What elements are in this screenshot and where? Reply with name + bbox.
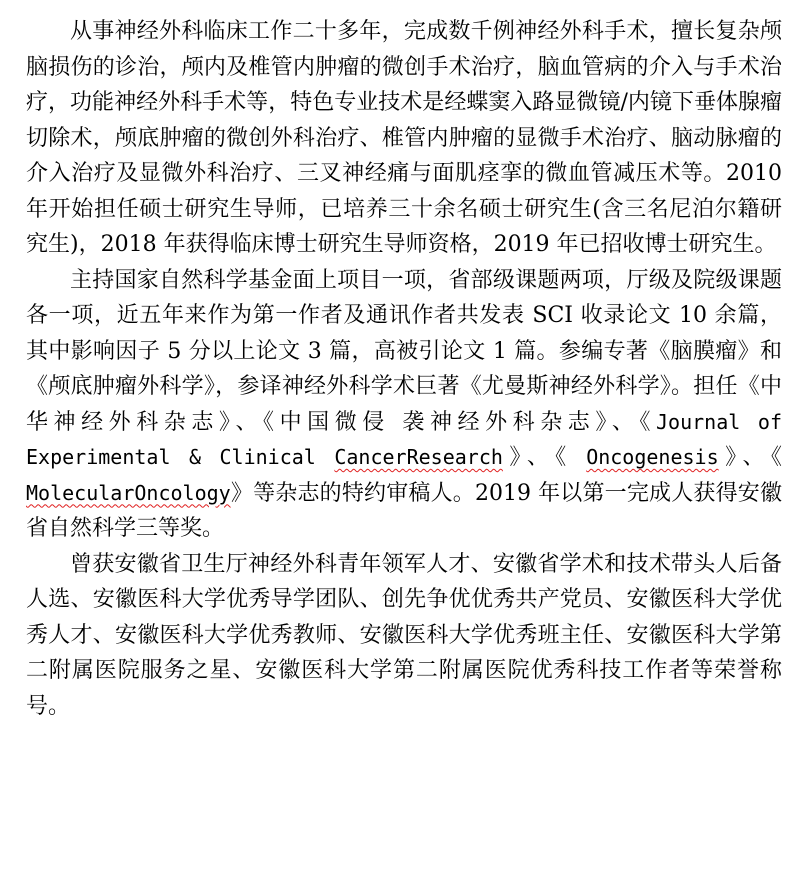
research-text-part-3: 》、《 (718, 445, 782, 470)
research-text-part-2: 》、《 (502, 445, 587, 470)
paragraph-career: 从事神经外科临床工作二十多年，完成数千例神经外科手术，擅长复杂颅脑损伤的诊治，颅内及椎管内肿瘤的微创手术治疗，脑血管病的介入与手术治疗，功能神经外科手术等，特色专业技术是经蝶窦入路显微镜/内镜下垂体腺瘤切除术，颅底肿瘤的微创外科治疗、椎管内肿瘤的显微手术治疗、脑动脉瘤的介入治疗及显微外科治疗、三叉神经痛与面肌痉挛的微血管减压术等。2010 年开始担任硕士研究生导师，已培养三十余名硕士研究生(含三名尼泊尔籍研究生)，2018 年获得临床博士研究生导师资格，2019 年已招收博士研究生。 (26, 19, 782, 257)
paragraph-honors: 曾获安徽省卫生厅神经外科青年领军人才、安徽省学术和技术带头人后备人选、安徽医科大学优秀导学团队、创先争优优秀共产党员、安徽医科大学优秀人才、安徽医科大学优秀教师、安徽医科大学优秀班主任、安徽医科大学第二附属医院服务之星、安徽医科大学第二附属医院优秀科技工作者等荣誉称号。 (26, 551, 782, 719)
journal-title-part-1: Journal of Experimental & Clinical (26, 409, 782, 469)
research-text-part-1: 主持国家自然科学基金面上项目一项，省部级课题两项，厅级及院级课题各一项，近五年来作为第一作者及通讯作者共发表 SCI 收录论文 10 余篇，其中影响因子 5 分以上论文 3 篇，高被引论文 1 篇。参编专著《脑膜瘤》和《颅底肿瘤外科学》，参译神经外科学术巨著《尤曼斯神经外科学》。担任《中华神经外科杂志》、《中国微侵 袭神经外科杂志》、《 (26, 267, 782, 435)
paragraph-research (26, 263, 782, 547)
research-text-part-4: 》等杂志的特约审稿人。2019 年以第一完成人获得安徽省自然科学三等奖。 (26, 480, 782, 541)
journal-title-part-2-misspelled: CancerResearch (334, 445, 503, 469)
journal-oncogenesis: Oncogenesis (586, 445, 719, 469)
journal-molecular-oncology: MolecularOncology (26, 480, 231, 505)
